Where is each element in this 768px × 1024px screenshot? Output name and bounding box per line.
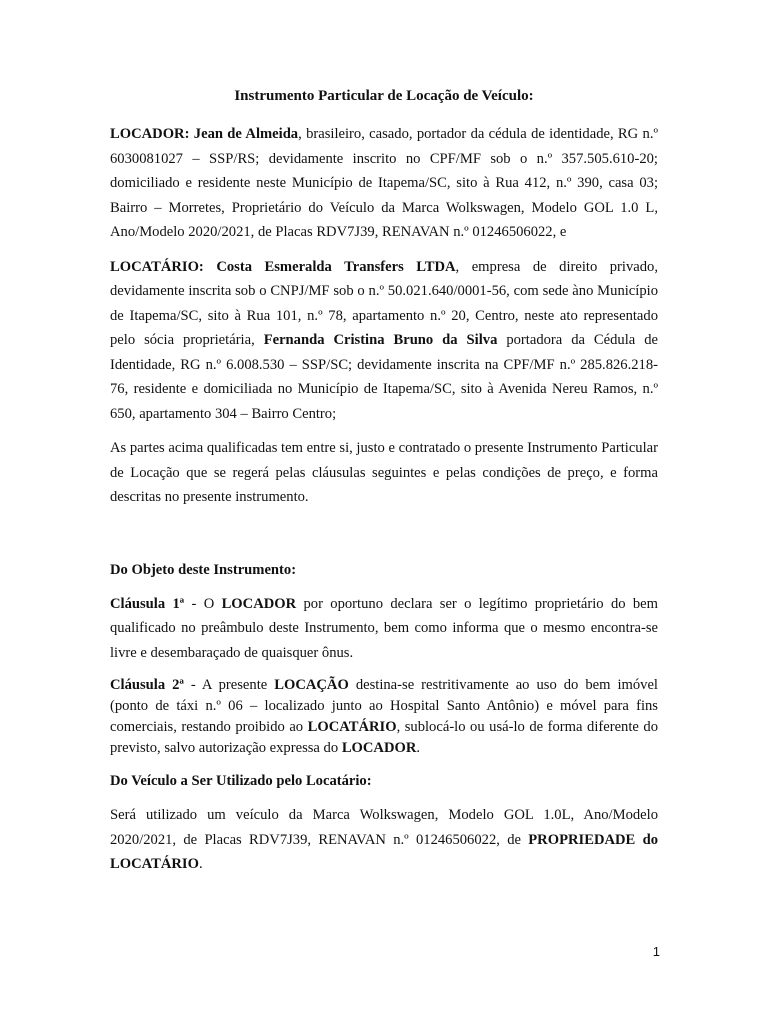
clausula-2-text-d: . <box>416 740 421 756</box>
clausula-2-text-b: destina-se restritivamente ao uso do bem imóvel (ponto de táxi n.º 06 – localizado junto ao Hospital Santo Antônio) e móvel para fins comerciais, restando proibido ao <box>110 677 658 735</box>
clausula-2-paragraph <box>110 675 658 759</box>
document-title: Instrumento Particular de Locação de Veículo: <box>234 88 534 104</box>
partes-paragraph: As partes acima qualificadas tem entre si, justo e contratado o presente Instrumento Particular de Locação que se regerá pelas cláusulas seguintes e pelas condições de preço, e forma descritas no presente instrumento. <box>110 440 658 505</box>
locatario-text-1: , empresa de direito privado, devidamente inscrita sob o CNPJ/MF sob o n.º 50.021.640/0001-56, com sede àno Município de Itapema/SC, sito à Rua 101, n.º 78, apartamento n.º 20, Centro, neste ato representado pelo sócia proprietária, <box>110 258 658 348</box>
clausula-1-text-b: por oportuno declara ser o legítimo proprietário do bem qualificado no preâmbulo deste Instrumento, bem como informa que o mesmo encontra-se livre e desembaraçado de quaisquer ônus. <box>110 595 658 661</box>
locatario-name: Costa Esmeralda Transfers LTDA <box>216 258 456 275</box>
objeto-heading: Do Objeto deste Instrumento: <box>110 561 297 578</box>
clausula-2-text-c: , sublocá-lo ou usá-lo de forma diferente do previsto, salvo autorização expressa do <box>110 719 658 756</box>
page-number: 1 <box>652 944 660 959</box>
veiculo-heading: Do Veículo a Ser Utilizado pelo Locatário: <box>110 773 372 789</box>
locador-name: Jean de Almeida <box>193 126 299 142</box>
clausula-2-bold-b: LOCATÁRIO <box>307 719 397 735</box>
clausula-1-paragraph <box>110 592 658 666</box>
clausula-2-text-a: - A presente <box>183 677 275 693</box>
locador-label: LOCADOR: <box>110 126 190 142</box>
clausula-2-label: Cláusula 2ª <box>110 677 184 693</box>
clausula-2-bold-c: LOCADOR <box>341 740 417 756</box>
locador-paragraph <box>110 122 658 245</box>
locatario-label: LOCATÁRIO: <box>110 258 204 275</box>
locatario-paragraph <box>110 255 658 427</box>
locador-text: , brasileiro, casado, portador da cédula de identidade, RG n.º 6030081027 – SSP/RS; devidamente inscrito no CPF/MF sob o n.º 357.505.610-20; domiciliado e residente neste Município de Itapema/SC, sito à Rua 412, n.º 390, casa 03; Bairro – Morretes, Proprietário do Veículo da Marca Wolkswagen, Modelo GOL 1.0 L, Ano/Modelo 2020/2021, de Placas RDV7J39, RENAVAN n.º 01246506022, e <box>110 126 658 240</box>
clausula-1-text-a: - O <box>184 595 222 612</box>
veiculo-text-b: . <box>198 856 203 872</box>
locatario-text-2: portadora da Cédula de Identidade, RG n.º 6.008.530 – SSP/SC; devidamente inscrita na CPF/MF n.º 285.826.218-76, residente e domiciliada no Município de Itapema/SC, sito à Avenida Nereu Ramos, n.º 650, apartamento 304 – Bairro Centro; <box>110 332 658 422</box>
clausula-1-bold-a: LOCADOR <box>221 595 297 612</box>
veiculo-text-a: Será utilizado um veículo da Marca Wolkswagen, Modelo GOL 1.0L, Ano/Modelo 2020/2021, de Placas RDV7J39, RENAVAN n.º 01246506022, de <box>110 807 658 848</box>
locatario-representative-name: Fernanda Cristina Bruno da Silva <box>263 332 498 348</box>
clausula-2-bold-a: LOCAÇÃO <box>274 677 349 693</box>
section-spacer <box>110 520 658 558</box>
clausula-1-label: Cláusula 1ª <box>110 595 185 612</box>
veiculo-paragraph <box>110 803 658 877</box>
document-body <box>110 84 658 887</box>
veiculo-bold-a: PROPRIEDADE do LOCATÁRIO <box>110 831 658 872</box>
